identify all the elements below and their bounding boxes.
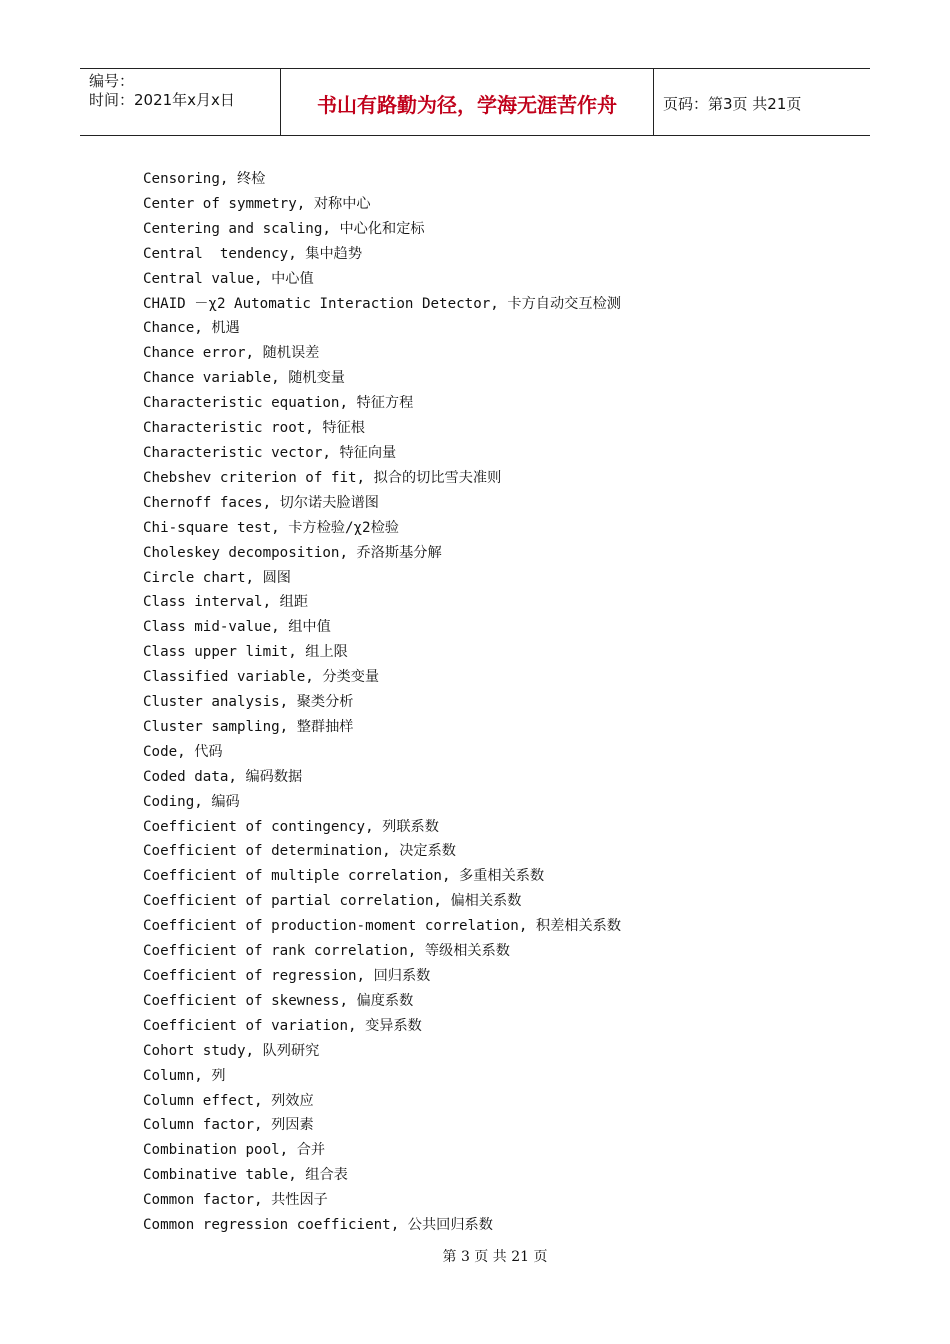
glossary-entry: Column, 列 bbox=[143, 1067, 226, 1084]
glossary-entry: Coefficient of determination, 决定系数 bbox=[143, 843, 456, 860]
glossary-entry: Central tendency, 集中趋势 bbox=[143, 245, 363, 262]
page-footer: 第 3 页 共 21 页 bbox=[442, 1249, 548, 1265]
document-number-label: 编号： bbox=[89, 72, 135, 90]
glossary-entry: CHAID －χ2 Automatic Interaction Detector, 卡方自动交互检测 bbox=[143, 295, 621, 312]
glossary-entry: Chance variable, 随机变量 bbox=[143, 370, 345, 387]
glossary-entry: Cohort study, 队列研究 bbox=[143, 1042, 320, 1059]
glossary-entry: Class upper limit, 组上限 bbox=[143, 644, 348, 661]
glossary-entry: Chebshev criterion of fit, 拟合的切比雪夫准则 bbox=[143, 469, 502, 486]
glossary-entry: Censoring, 终检 bbox=[143, 171, 266, 187]
glossary-entry: Class mid-value, 组中值 bbox=[143, 619, 331, 636]
document-time-label: 时间：2021年x月x日 bbox=[89, 91, 235, 109]
glossary-entry: Cluster analysis, 聚类分析 bbox=[143, 694, 354, 711]
glossary-entry: Chi-square test, 卡方检验/χ2检验 bbox=[143, 519, 399, 536]
glossary-entry: Coding, 编码 bbox=[143, 793, 240, 810]
glossary-entry: Chernoff faces, 切尔诺夫脸谱图 bbox=[143, 494, 379, 511]
glossary-entry: Characteristic vector, 特征向量 bbox=[143, 444, 397, 461]
glossary-entry: Coefficient of production-moment correlation, 积差相关系数 bbox=[143, 918, 622, 935]
glossary-entry: Combination pool, 合并 bbox=[143, 1142, 326, 1159]
page-header bbox=[80, 68, 870, 136]
glossary-entry: Coefficient of variation, 变异系数 bbox=[143, 1017, 422, 1034]
glossary-entry: Classified variable, 分类变量 bbox=[143, 669, 380, 686]
header-page-info: 页码：第3页 共21页 bbox=[663, 94, 802, 113]
glossary-entry: Column effect, 列效应 bbox=[143, 1092, 314, 1109]
glossary-entry: Class interval, 组距 bbox=[143, 594, 309, 611]
glossary-entry: Code, 代码 bbox=[143, 743, 223, 760]
glossary-entry: Chance, 机遇 bbox=[143, 320, 240, 337]
glossary-entry: Characteristic equation, 特征方程 bbox=[143, 395, 414, 412]
glossary-entry: Column factor, 列因素 bbox=[143, 1117, 314, 1134]
glossary-entry: Coefficient of multiple correlation, 多重相关系数 bbox=[143, 868, 545, 885]
glossary-entry: Characteristic root, 特征根 bbox=[143, 420, 365, 437]
glossary-entry: Center of symmetry, 对称中心 bbox=[143, 195, 371, 212]
glossary-entry: Choleskey decomposition, 乔洛斯基分解 bbox=[143, 544, 442, 561]
glossary-entry: Common factor, 共性因子 bbox=[143, 1192, 328, 1209]
header-meta bbox=[80, 69, 281, 135]
glossary-entry: Coefficient of regression, 回归系数 bbox=[143, 968, 431, 984]
glossary-entry: Coefficient of partial correlation, 偏相关系数 bbox=[143, 893, 522, 910]
header-motto: 书山有路勤为径，学海无涯苦作舟 bbox=[281, 69, 654, 135]
glossary-entry: Coded data, 编码数据 bbox=[143, 768, 303, 785]
glossary-list bbox=[143, 167, 621, 1238]
glossary-entry: Circle chart, 圆图 bbox=[143, 569, 291, 586]
glossary-entry: Chance error, 随机误差 bbox=[143, 345, 320, 362]
glossary-entry: Common regression coefficient, 公共回归系数 bbox=[143, 1217, 493, 1234]
glossary-entry: Combinative table, 组合表 bbox=[143, 1167, 348, 1184]
glossary-entry: Coefficient of skewness, 偏度系数 bbox=[143, 992, 414, 1009]
glossary-entry: Coefficient of rank correlation, 等级相关系数 bbox=[143, 943, 510, 960]
glossary-entry: Centering and scaling, 中心化和定标 bbox=[143, 220, 425, 237]
glossary-entry: Coefficient of contingency, 列联系数 bbox=[143, 818, 439, 835]
glossary-entry: Central value, 中心值 bbox=[143, 270, 314, 287]
glossary-entry: Cluster sampling, 整群抽样 bbox=[143, 718, 354, 735]
